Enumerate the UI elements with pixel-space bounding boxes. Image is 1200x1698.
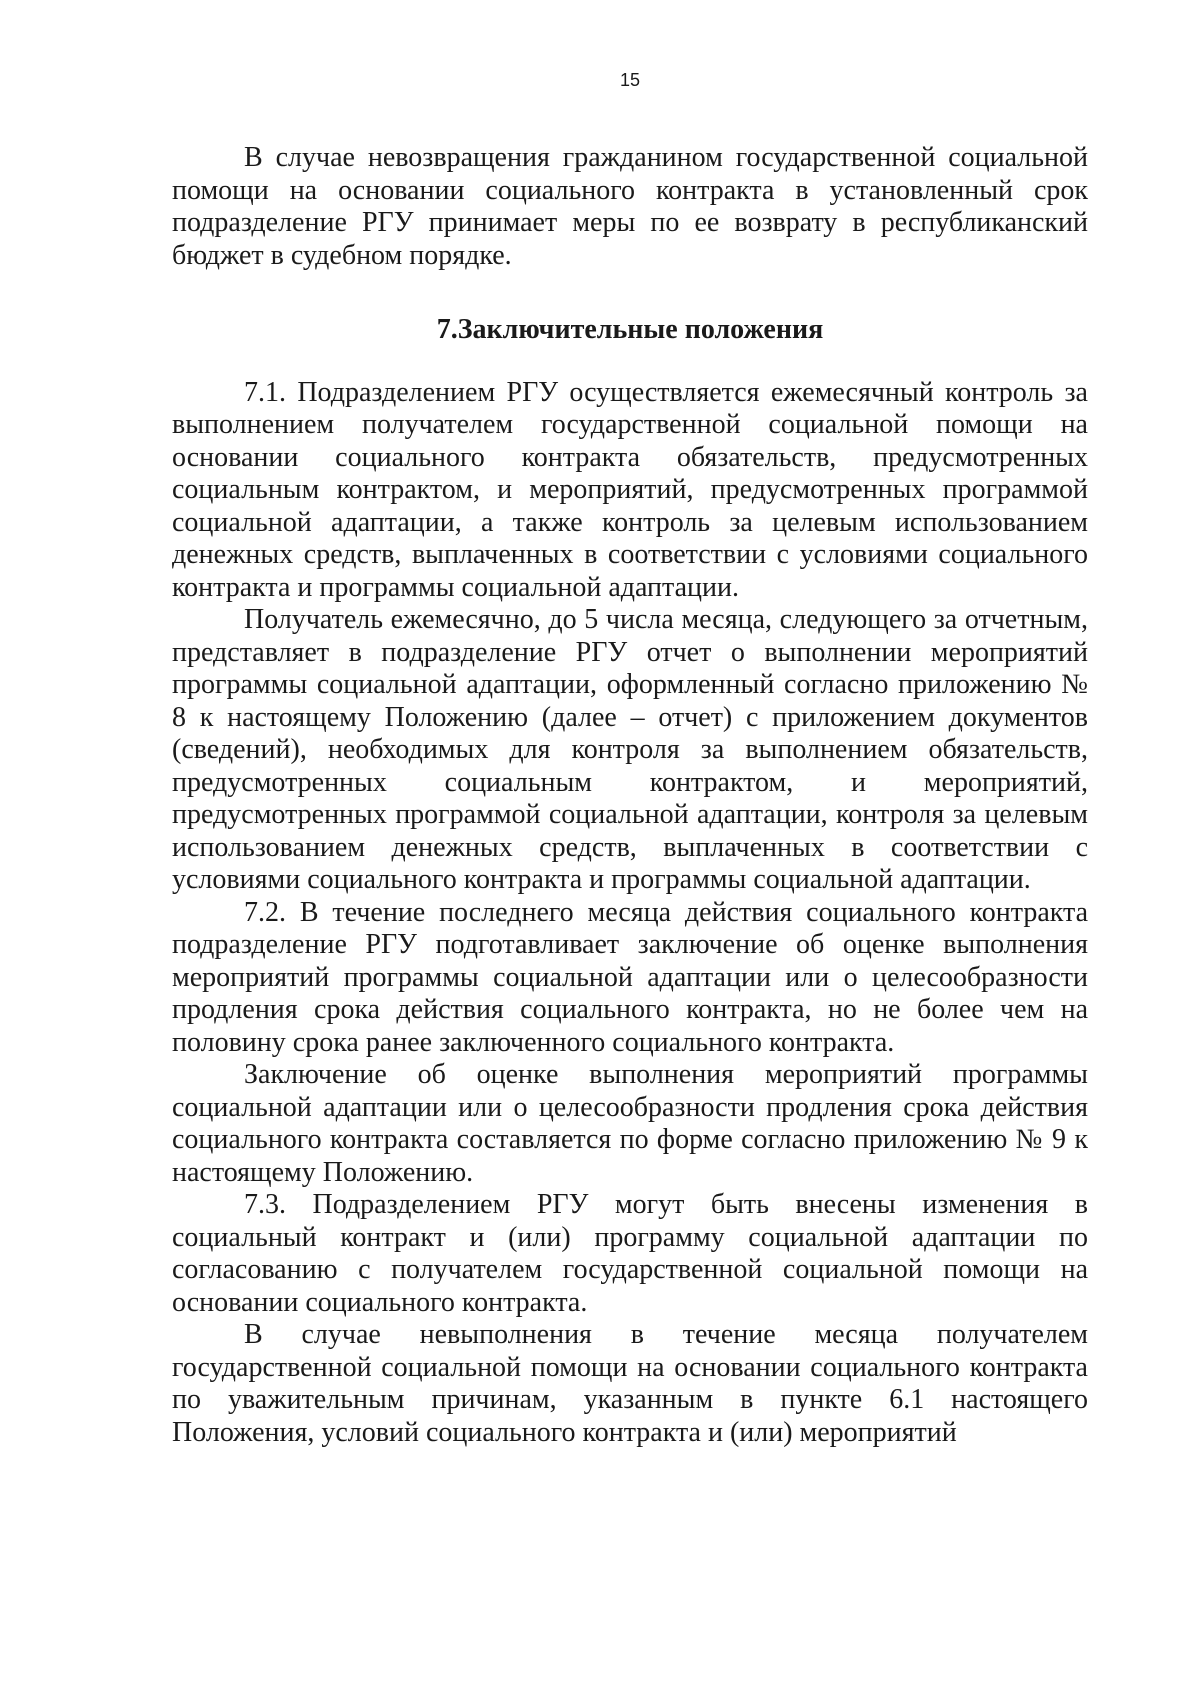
paragraph-7-3: 7.3. Подразделением РГУ могут быть внесены изменения в социальный контракт и (или) программу социальной адаптации по согласованию с получателем государственной социальной помощи на основании социального контракта. [172, 1189, 1088, 1318]
section-heading: 7.Заключительные положения [436, 314, 824, 345]
document-body [172, 142, 1088, 1449]
paragraph-conclusion: Заключение об оценке выполнения мероприятий программы социальной адаптации или о целесообразности продления срока действия социального контракта составляется по форме согласно приложению № 9 к настоящему Положению. [172, 1059, 1088, 1188]
paragraph-7-2: 7.2. В течение последнего месяца действия социального контракта подразделение РГУ подготавливает заключение об оценке выполнения мероприятий программы социальной адаптации или о целесообразности продления срока действия социального контракта, но не более чем на половину срока ранее заключенного социального контракта. [172, 896, 1088, 1058]
paragraph-non-fulfillment: В случае невыполнения в течение месяца получателем государственной социальной помощи на основании социального контракта по уважительным причинам, указанным в пункте 6.1 настоящего Положения, условий социального контракта и (или) мероприятий [172, 1319, 1088, 1448]
intro-paragraph: В случае невозвращения гражданином государственной социальной помощи на основании социального контракта в установленный срок подразделение РГУ принимает меры по ее возврату в республиканский бюджет в судебном порядке. [172, 142, 1088, 271]
paragraph-report: Получатель ежемесячно, до 5 числа месяца, следующего за отчетным, представляет в подразделение РГУ отчет о выполнении мероприятий программы социальной адаптации, оформленный согласно приложению № 8 к настоящему Положению (далее – отчет) с приложением документов (сведений), необходимых для контроля за выполнением обязательств, предусмотренных социальным контрактом, и мероприятий, предусмотренных программой социальной адаптации, контроля за целевым использованием денежных средств, выплаченных в соответствии с условиями социального контракта и программы социальной адаптации. [172, 604, 1088, 895]
paragraph-7-1: 7.1. Подразделением РГУ осуществляется ежемесячный контроль за выполнением получателем государственной социальной помощи на основании социального контракта обязательств, предусмотренных социальным контрактом, и мероприятий, предусмотренных программой социальной адаптации, а также контроль за целевым использованием денежных средств, выплаченных в соответствии с условиями социального контракта и программы социальной адаптации. [172, 376, 1088, 603]
page-number: 15 [619, 70, 641, 90]
